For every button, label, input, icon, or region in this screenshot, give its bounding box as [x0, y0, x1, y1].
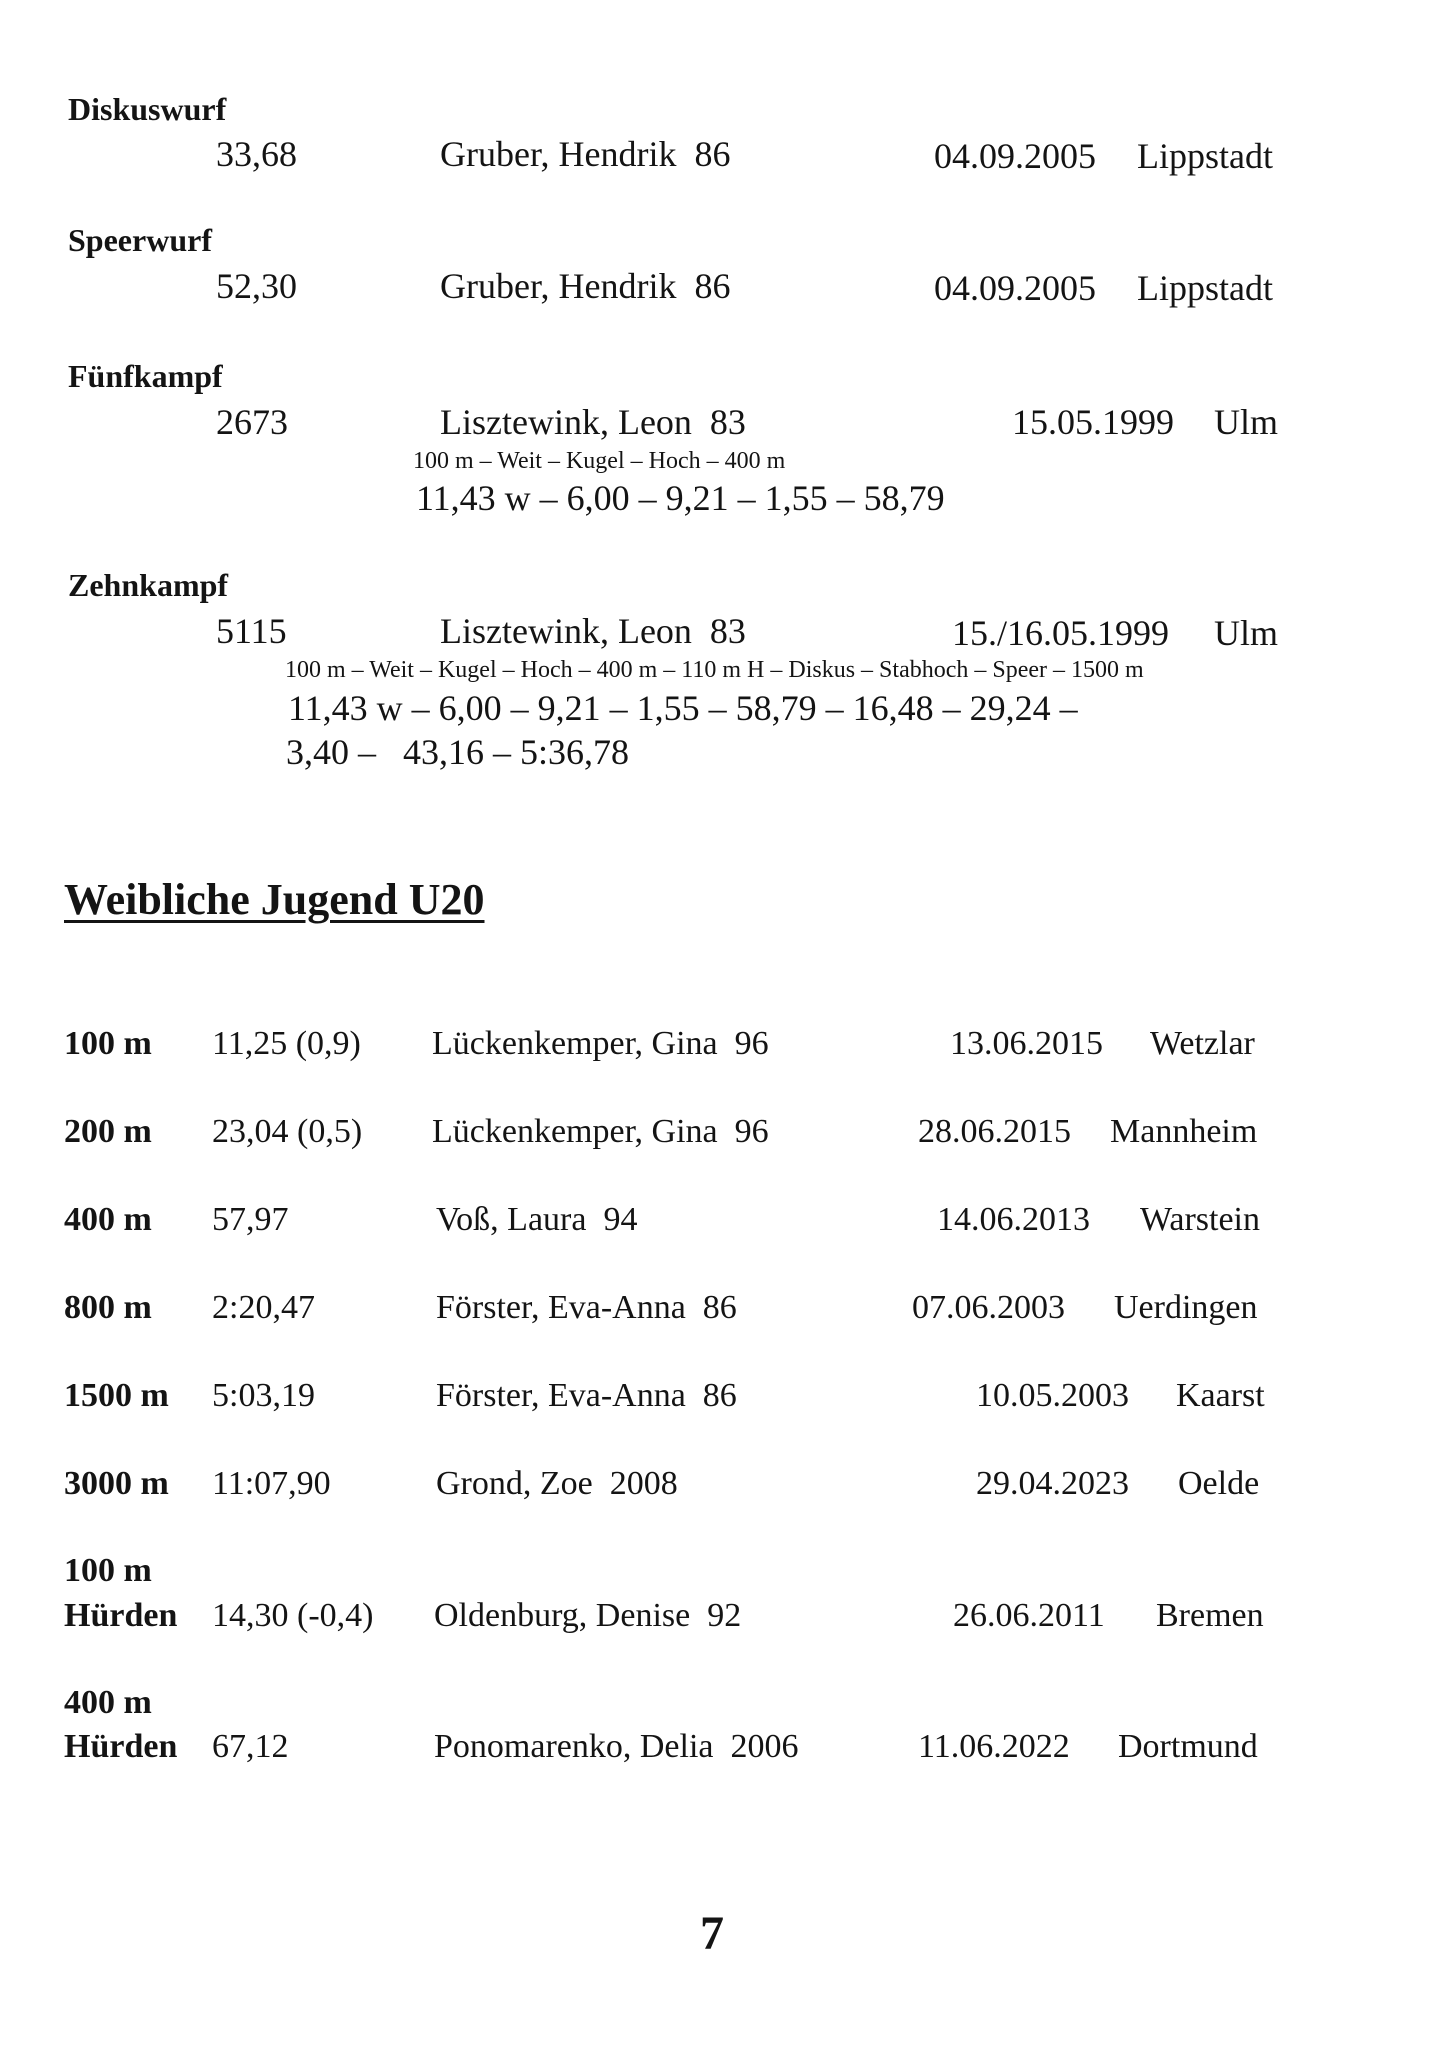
place-400m: Warstein	[1140, 1201, 1260, 1238]
discipline-800m: 800 m	[64, 1289, 152, 1326]
discipline-100m-huerden-line1: 100 m	[64, 1552, 152, 1589]
athlete-400m: Voß, Laura 94	[436, 1201, 638, 1238]
place-speerwurf: Lippstadt	[1137, 268, 1273, 308]
results-line-fuenfkampf: 11,43 w – 6,00 – 9,21 – 1,55 – 58,79	[416, 478, 945, 518]
athlete-800m: Förster, Eva-Anna 86	[436, 1289, 737, 1326]
result-200m: 23,04 (0,5)	[212, 1113, 363, 1150]
section-title: Weibliche Jugend U20	[64, 875, 485, 924]
place-100m: Wetzlar	[1150, 1025, 1255, 1062]
discipline-400m: 400 m	[64, 1201, 152, 1238]
discipline-heading-diskuswurf: Diskuswurf	[68, 91, 227, 127]
page-number: 7	[700, 1907, 724, 1960]
place-800m: Uerdingen	[1114, 1289, 1258, 1326]
date-400m: 14.06.2013	[937, 1201, 1090, 1238]
place-3000m: Oelde	[1178, 1465, 1260, 1502]
discipline-400m-huerden-line2: Hürden	[64, 1728, 178, 1765]
result-diskuswurf: 33,68	[216, 134, 297, 174]
result-zehnkampf: 5115	[216, 611, 287, 651]
place-zehnkampf: Ulm	[1214, 613, 1279, 653]
discipline-100m: 100 m	[64, 1025, 152, 1062]
date-zehnkampf: 15./16.05.1999	[952, 613, 1170, 653]
results-line-1-zehnkampf: 11,43 w – 6,00 – 9,21 – 1,55 – 58,79 – 16,48 – 29,24 –	[288, 688, 1078, 728]
athlete-100m: Lückenkemper, Gina 96	[432, 1025, 769, 1062]
date-fuenfkampf: 15.05.1999	[1012, 402, 1174, 442]
date-speerwurf: 04.09.2005	[934, 268, 1096, 308]
athlete-fuenfkampf: Lisztewink, Leon 83	[440, 402, 746, 442]
discipline-heading-fuenfkampf: Fünfkampf	[68, 358, 223, 394]
date-1500m: 10.05.2003	[976, 1377, 1129, 1414]
result-100m: 11,25 (0,9)	[212, 1025, 361, 1062]
result-100m-huerden: 14,30 (-0,4)	[212, 1597, 374, 1634]
athlete-1500m: Förster, Eva-Anna 86	[436, 1377, 737, 1414]
date-100m: 13.06.2015	[950, 1025, 1103, 1062]
date-100m-huerden: 26.06.2011	[953, 1597, 1105, 1634]
result-fuenfkampf: 2673	[216, 402, 288, 442]
athlete-200m: Lückenkemper, Gina 96	[432, 1113, 769, 1150]
place-diskuswurf: Lippstadt	[1137, 136, 1273, 176]
athlete-100m-huerden: Oldenburg, Denise 92	[434, 1597, 742, 1634]
result-400m-huerden: 67,12	[212, 1728, 289, 1765]
discipline-heading-zehnkampf: Zehnkampf	[68, 567, 229, 603]
result-3000m: 11:07,90	[212, 1465, 331, 1502]
date-800m: 07.06.2003	[912, 1289, 1065, 1326]
date-diskuswurf: 04.09.2005	[934, 136, 1096, 176]
athlete-3000m: Grond, Zoe 2008	[436, 1465, 678, 1502]
result-speerwurf: 52,30	[216, 266, 297, 306]
discipline-1500m: 1500 m	[64, 1377, 169, 1414]
discipline-heading-speerwurf: Speerwurf	[68, 222, 212, 258]
place-400m-huerden: Dortmund	[1118, 1728, 1258, 1765]
discipline-200m: 200 m	[64, 1113, 152, 1150]
place-200m: Mannheim	[1110, 1113, 1258, 1150]
date-400m-huerden: 11.06.2022	[918, 1728, 1070, 1765]
events-line-zehnkampf: 100 m – Weit – Kugel – Hoch – 400 m – 110 m H – Diskus – Stabhoch – Speer – 1500 m	[285, 657, 1144, 683]
discipline-3000m: 3000 m	[64, 1465, 169, 1502]
results-line-2-zehnkampf: 3,40 – 43,16 – 5:36,78	[286, 732, 630, 772]
place-1500m: Kaarst	[1176, 1377, 1265, 1414]
athlete-400m-huerden: Ponomarenko, Delia 2006	[434, 1728, 799, 1765]
events-line-fuenfkampf: 100 m – Weit – Kugel – Hoch – 400 m	[413, 448, 786, 474]
athlete-diskuswurf: Gruber, Hendrik 86	[440, 134, 731, 174]
discipline-400m-huerden-line1: 400 m	[64, 1684, 152, 1721]
athlete-speerwurf: Gruber, Hendrik 86	[440, 266, 731, 306]
date-3000m: 29.04.2023	[976, 1465, 1129, 1502]
athlete-zehnkampf: Lisztewink, Leon 83	[440, 611, 746, 651]
date-200m: 28.06.2015	[918, 1113, 1071, 1150]
place-fuenfkampf: Ulm	[1214, 402, 1279, 442]
result-400m: 57,97	[212, 1201, 289, 1238]
result-1500m: 5:03,19	[212, 1377, 315, 1414]
result-800m: 2:20,47	[212, 1289, 315, 1326]
discipline-100m-huerden-line2: Hürden	[64, 1597, 178, 1634]
place-100m-huerden: Bremen	[1156, 1597, 1264, 1634]
